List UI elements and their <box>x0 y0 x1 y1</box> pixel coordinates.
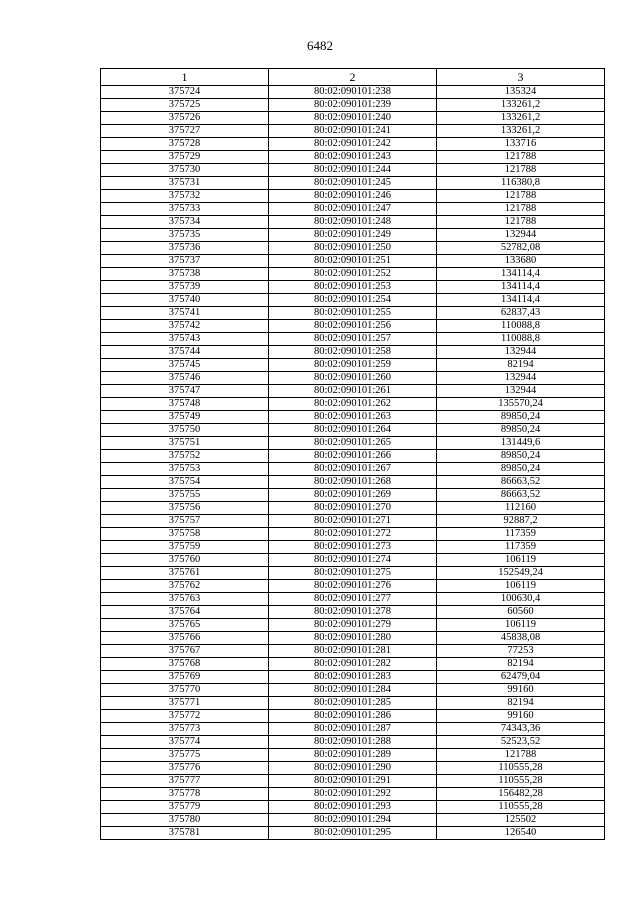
row-number-cell: 375754 <box>101 476 269 489</box>
table-row <box>101 255 605 268</box>
value-cell: 152549,24 <box>437 567 605 580</box>
value-cell: 110088,8 <box>437 320 605 333</box>
cadastral-number-cell: 80:02:090101:276 <box>269 580 437 593</box>
cadastral-number-cell: 80:02:090101:289 <box>269 749 437 762</box>
cadastral-number-cell: 80:02:090101:245 <box>269 177 437 190</box>
cadastral-number-cell: 80:02:090101:250 <box>269 242 437 255</box>
table-row <box>101 749 605 762</box>
cadastral-number-cell: 80:02:090101:281 <box>269 645 437 658</box>
table-row <box>101 190 605 203</box>
row-number-cell: 375732 <box>101 190 269 203</box>
row-number-cell: 375740 <box>101 294 269 307</box>
row-number-cell: 375734 <box>101 216 269 229</box>
row-number-cell: 375750 <box>101 424 269 437</box>
value-cell: 117359 <box>437 528 605 541</box>
cadastral-number-cell: 80:02:090101:243 <box>269 151 437 164</box>
row-number-cell: 375729 <box>101 151 269 164</box>
cadastral-number-cell: 80:02:090101:263 <box>269 411 437 424</box>
value-cell: 135324 <box>437 86 605 99</box>
row-number-cell: 375774 <box>101 736 269 749</box>
row-number-cell: 375743 <box>101 333 269 346</box>
table-row <box>101 580 605 593</box>
table-row <box>101 827 605 840</box>
table-row <box>101 489 605 502</box>
cadastral-number-cell: 80:02:090101:257 <box>269 333 437 346</box>
table-row <box>101 450 605 463</box>
value-cell: 60560 <box>437 606 605 619</box>
value-cell: 134114,4 <box>437 294 605 307</box>
cadastral-number-cell: 80:02:090101:295 <box>269 827 437 840</box>
table-row <box>101 541 605 554</box>
cadastral-number-cell: 80:02:090101:258 <box>269 346 437 359</box>
value-cell: 133261,2 <box>437 125 605 138</box>
table-row <box>101 125 605 138</box>
cadastral-number-cell: 80:02:090101:246 <box>269 190 437 203</box>
value-cell: 110088,8 <box>437 333 605 346</box>
value-cell: 132944 <box>437 385 605 398</box>
row-number-cell: 375761 <box>101 567 269 580</box>
value-cell: 89850,24 <box>437 411 605 424</box>
value-cell: 74343,36 <box>437 723 605 736</box>
table-row <box>101 164 605 177</box>
cadastral-number-cell: 80:02:090101:238 <box>269 86 437 99</box>
value-cell: 133261,2 <box>437 112 605 125</box>
table-row <box>101 398 605 411</box>
table-row <box>101 567 605 580</box>
row-number-cell: 375760 <box>101 554 269 567</box>
table-row <box>101 203 605 216</box>
row-number-cell: 375773 <box>101 723 269 736</box>
row-number-cell: 375768 <box>101 658 269 671</box>
row-number-cell: 375763 <box>101 593 269 606</box>
value-cell: 82194 <box>437 697 605 710</box>
value-cell: 121788 <box>437 216 605 229</box>
table-row <box>101 814 605 827</box>
cadastral-number-cell: 80:02:090101:255 <box>269 307 437 320</box>
cadastral-number-cell: 80:02:090101:277 <box>269 593 437 606</box>
table-row <box>101 372 605 385</box>
row-number-cell: 375777 <box>101 775 269 788</box>
row-number-cell: 375780 <box>101 814 269 827</box>
table-row <box>101 684 605 697</box>
row-number-cell: 375742 <box>101 320 269 333</box>
cadastral-number-cell: 80:02:090101:239 <box>269 99 437 112</box>
table-row <box>101 424 605 437</box>
row-number-cell: 375738 <box>101 268 269 281</box>
table-row <box>101 645 605 658</box>
cadastral-number-cell: 80:02:090101:283 <box>269 671 437 684</box>
row-number-cell: 375749 <box>101 411 269 424</box>
table-row <box>101 320 605 333</box>
row-number-cell: 375755 <box>101 489 269 502</box>
cadastral-number-cell: 80:02:090101:251 <box>269 255 437 268</box>
value-cell: 86663,52 <box>437 476 605 489</box>
value-cell: 106119 <box>437 619 605 632</box>
column-header-1: 1 <box>101 69 269 86</box>
table-row <box>101 762 605 775</box>
cadastral-number-cell: 80:02:090101:267 <box>269 463 437 476</box>
cadastral-number-cell: 80:02:090101:270 <box>269 502 437 515</box>
cadastral-number-cell: 80:02:090101:262 <box>269 398 437 411</box>
cadastral-number-cell: 80:02:090101:264 <box>269 424 437 437</box>
row-number-cell: 375752 <box>101 450 269 463</box>
cadastral-number-cell: 80:02:090101:254 <box>269 294 437 307</box>
cadastral-number-cell: 80:02:090101:240 <box>269 112 437 125</box>
table-row <box>101 411 605 424</box>
cadastral-number-cell: 80:02:090101:293 <box>269 801 437 814</box>
table-row <box>101 112 605 125</box>
row-number-cell: 375771 <box>101 697 269 710</box>
table-row <box>101 229 605 242</box>
row-number-cell: 375762 <box>101 580 269 593</box>
value-cell: 99160 <box>437 710 605 723</box>
table-row <box>101 515 605 528</box>
table-row <box>101 333 605 346</box>
value-cell: 112160 <box>437 502 605 515</box>
row-number-cell: 375727 <box>101 125 269 138</box>
table-row <box>101 736 605 749</box>
cadastral-number-cell: 80:02:090101:288 <box>269 736 437 749</box>
cadastral-number-cell: 80:02:090101:280 <box>269 632 437 645</box>
row-number-cell: 375728 <box>101 138 269 151</box>
cadastral-number-cell: 80:02:090101:256 <box>269 320 437 333</box>
row-number-cell: 375766 <box>101 632 269 645</box>
value-cell: 132944 <box>437 229 605 242</box>
row-number-cell: 375746 <box>101 372 269 385</box>
table-row <box>101 710 605 723</box>
table-row <box>101 151 605 164</box>
row-number-cell: 375725 <box>101 99 269 112</box>
value-cell: 62837,43 <box>437 307 605 320</box>
row-number-cell: 375753 <box>101 463 269 476</box>
cadastral-number-cell: 80:02:090101:286 <box>269 710 437 723</box>
cadastral-number-cell: 80:02:090101:268 <box>269 476 437 489</box>
value-cell: 89850,24 <box>437 424 605 437</box>
value-cell: 62479,04 <box>437 671 605 684</box>
cadastral-number-cell: 80:02:090101:282 <box>269 658 437 671</box>
value-cell: 89850,24 <box>437 463 605 476</box>
table-row <box>101 788 605 801</box>
row-number-cell: 375765 <box>101 619 269 632</box>
table-row <box>101 554 605 567</box>
table-body <box>101 86 605 840</box>
table-row <box>101 619 605 632</box>
value-cell: 134114,4 <box>437 281 605 294</box>
cadastral-number-cell: 80:02:090101:242 <box>269 138 437 151</box>
row-number-cell: 375764 <box>101 606 269 619</box>
value-cell: 99160 <box>437 684 605 697</box>
cadastral-number-cell: 80:02:090101:265 <box>269 437 437 450</box>
cadastral-number-cell: 80:02:090101:247 <box>269 203 437 216</box>
table-row <box>101 86 605 99</box>
table-row <box>101 463 605 476</box>
value-cell: 100630,4 <box>437 593 605 606</box>
cadastral-number-cell: 80:02:090101:284 <box>269 684 437 697</box>
column-header-3: 3 <box>437 69 605 86</box>
cadastral-number-cell: 80:02:090101:249 <box>269 229 437 242</box>
cadastral-number-cell: 80:02:090101:292 <box>269 788 437 801</box>
table-row <box>101 385 605 398</box>
value-cell: 156482,28 <box>437 788 605 801</box>
row-number-cell: 375731 <box>101 177 269 190</box>
row-number-cell: 375781 <box>101 827 269 840</box>
cadastral-number-cell: 80:02:090101:271 <box>269 515 437 528</box>
cadastral-number-cell: 80:02:090101:248 <box>269 216 437 229</box>
cadastral-number-cell: 80:02:090101:291 <box>269 775 437 788</box>
value-cell: 52523,52 <box>437 736 605 749</box>
cadastral-number-cell: 80:02:090101:287 <box>269 723 437 736</box>
value-cell: 106119 <box>437 554 605 567</box>
row-number-cell: 375778 <box>101 788 269 801</box>
table-row <box>101 502 605 515</box>
row-number-cell: 375758 <box>101 528 269 541</box>
row-number-cell: 375779 <box>101 801 269 814</box>
table-row <box>101 632 605 645</box>
row-number-cell: 375775 <box>101 749 269 762</box>
table-row <box>101 294 605 307</box>
row-number-cell: 375769 <box>101 671 269 684</box>
cadastral-number-cell: 80:02:090101:266 <box>269 450 437 463</box>
column-header-2: 2 <box>269 69 437 86</box>
value-cell: 82194 <box>437 359 605 372</box>
table-row <box>101 99 605 112</box>
table-row <box>101 307 605 320</box>
table-row <box>101 528 605 541</box>
cadastral-number-cell: 80:02:090101:241 <box>269 125 437 138</box>
data-table <box>100 68 605 840</box>
value-cell: 134114,4 <box>437 268 605 281</box>
row-number-cell: 375745 <box>101 359 269 372</box>
cadastral-number-cell: 80:02:090101:278 <box>269 606 437 619</box>
value-cell: 121788 <box>437 203 605 216</box>
table-row <box>101 606 605 619</box>
table-header-row <box>101 69 605 86</box>
value-cell: 126540 <box>437 827 605 840</box>
value-cell: 110555,28 <box>437 762 605 775</box>
value-cell: 121788 <box>437 164 605 177</box>
value-cell: 121788 <box>437 190 605 203</box>
table-row <box>101 697 605 710</box>
value-cell: 125502 <box>437 814 605 827</box>
table-row <box>101 775 605 788</box>
row-number-cell: 375736 <box>101 242 269 255</box>
cadastral-number-cell: 80:02:090101:244 <box>269 164 437 177</box>
table-row <box>101 138 605 151</box>
row-number-cell: 375733 <box>101 203 269 216</box>
value-cell: 131449,6 <box>437 437 605 450</box>
row-number-cell: 375767 <box>101 645 269 658</box>
table-row <box>101 671 605 684</box>
value-cell: 110555,28 <box>437 801 605 814</box>
table-row <box>101 268 605 281</box>
cadastral-number-cell: 80:02:090101:269 <box>269 489 437 502</box>
value-cell: 133680 <box>437 255 605 268</box>
value-cell: 132944 <box>437 346 605 359</box>
value-cell: 52782,08 <box>437 242 605 255</box>
table-row <box>101 658 605 671</box>
row-number-cell: 375747 <box>101 385 269 398</box>
table-row <box>101 242 605 255</box>
row-number-cell: 375737 <box>101 255 269 268</box>
value-cell: 45838,08 <box>437 632 605 645</box>
table-row <box>101 281 605 294</box>
row-number-cell: 375744 <box>101 346 269 359</box>
row-number-cell: 375726 <box>101 112 269 125</box>
row-number-cell: 375730 <box>101 164 269 177</box>
table-row <box>101 801 605 814</box>
table-row <box>101 216 605 229</box>
cadastral-number-cell: 80:02:090101:253 <box>269 281 437 294</box>
row-number-cell: 375735 <box>101 229 269 242</box>
value-cell: 110555,28 <box>437 775 605 788</box>
cadastral-number-cell: 80:02:090101:252 <box>269 268 437 281</box>
value-cell: 121788 <box>437 749 605 762</box>
value-cell: 117359 <box>437 541 605 554</box>
cadastral-number-cell: 80:02:090101:274 <box>269 554 437 567</box>
table-row <box>101 359 605 372</box>
cadastral-number-cell: 80:02:090101:272 <box>269 528 437 541</box>
value-cell: 121788 <box>437 151 605 164</box>
row-number-cell: 375724 <box>101 86 269 99</box>
value-cell: 82194 <box>437 658 605 671</box>
table-row <box>101 346 605 359</box>
row-number-cell: 375748 <box>101 398 269 411</box>
value-cell: 135570,24 <box>437 398 605 411</box>
table-row <box>101 177 605 190</box>
table-row <box>101 476 605 489</box>
cadastral-number-cell: 80:02:090101:273 <box>269 541 437 554</box>
cadastral-number-cell: 80:02:090101:275 <box>269 567 437 580</box>
table-row <box>101 437 605 450</box>
value-cell: 116380,8 <box>437 177 605 190</box>
cadastral-number-cell: 80:02:090101:279 <box>269 619 437 632</box>
cadastral-number-cell: 80:02:090101:260 <box>269 372 437 385</box>
page-number: 6482 <box>307 38 333 53</box>
cadastral-number-cell: 80:02:090101:294 <box>269 814 437 827</box>
row-number-cell: 375757 <box>101 515 269 528</box>
row-number-cell: 375772 <box>101 710 269 723</box>
table-row <box>101 593 605 606</box>
value-cell: 77253 <box>437 645 605 658</box>
value-cell: 86663,52 <box>437 489 605 502</box>
cadastral-number-cell: 80:02:090101:261 <box>269 385 437 398</box>
row-number-cell: 375776 <box>101 762 269 775</box>
row-number-cell: 375739 <box>101 281 269 294</box>
value-cell: 106119 <box>437 580 605 593</box>
value-cell: 133261,2 <box>437 99 605 112</box>
value-cell: 133716 <box>437 138 605 151</box>
table-row <box>101 723 605 736</box>
value-cell: 89850,24 <box>437 450 605 463</box>
row-number-cell: 375741 <box>101 307 269 320</box>
value-cell: 132944 <box>437 372 605 385</box>
row-number-cell: 375759 <box>101 541 269 554</box>
row-number-cell: 375770 <box>101 684 269 697</box>
cadastral-number-cell: 80:02:090101:290 <box>269 762 437 775</box>
row-number-cell: 375751 <box>101 437 269 450</box>
row-number-cell: 375756 <box>101 502 269 515</box>
cadastral-number-cell: 80:02:090101:285 <box>269 697 437 710</box>
cadastral-number-cell: 80:02:090101:259 <box>269 359 437 372</box>
value-cell: 92887,2 <box>437 515 605 528</box>
